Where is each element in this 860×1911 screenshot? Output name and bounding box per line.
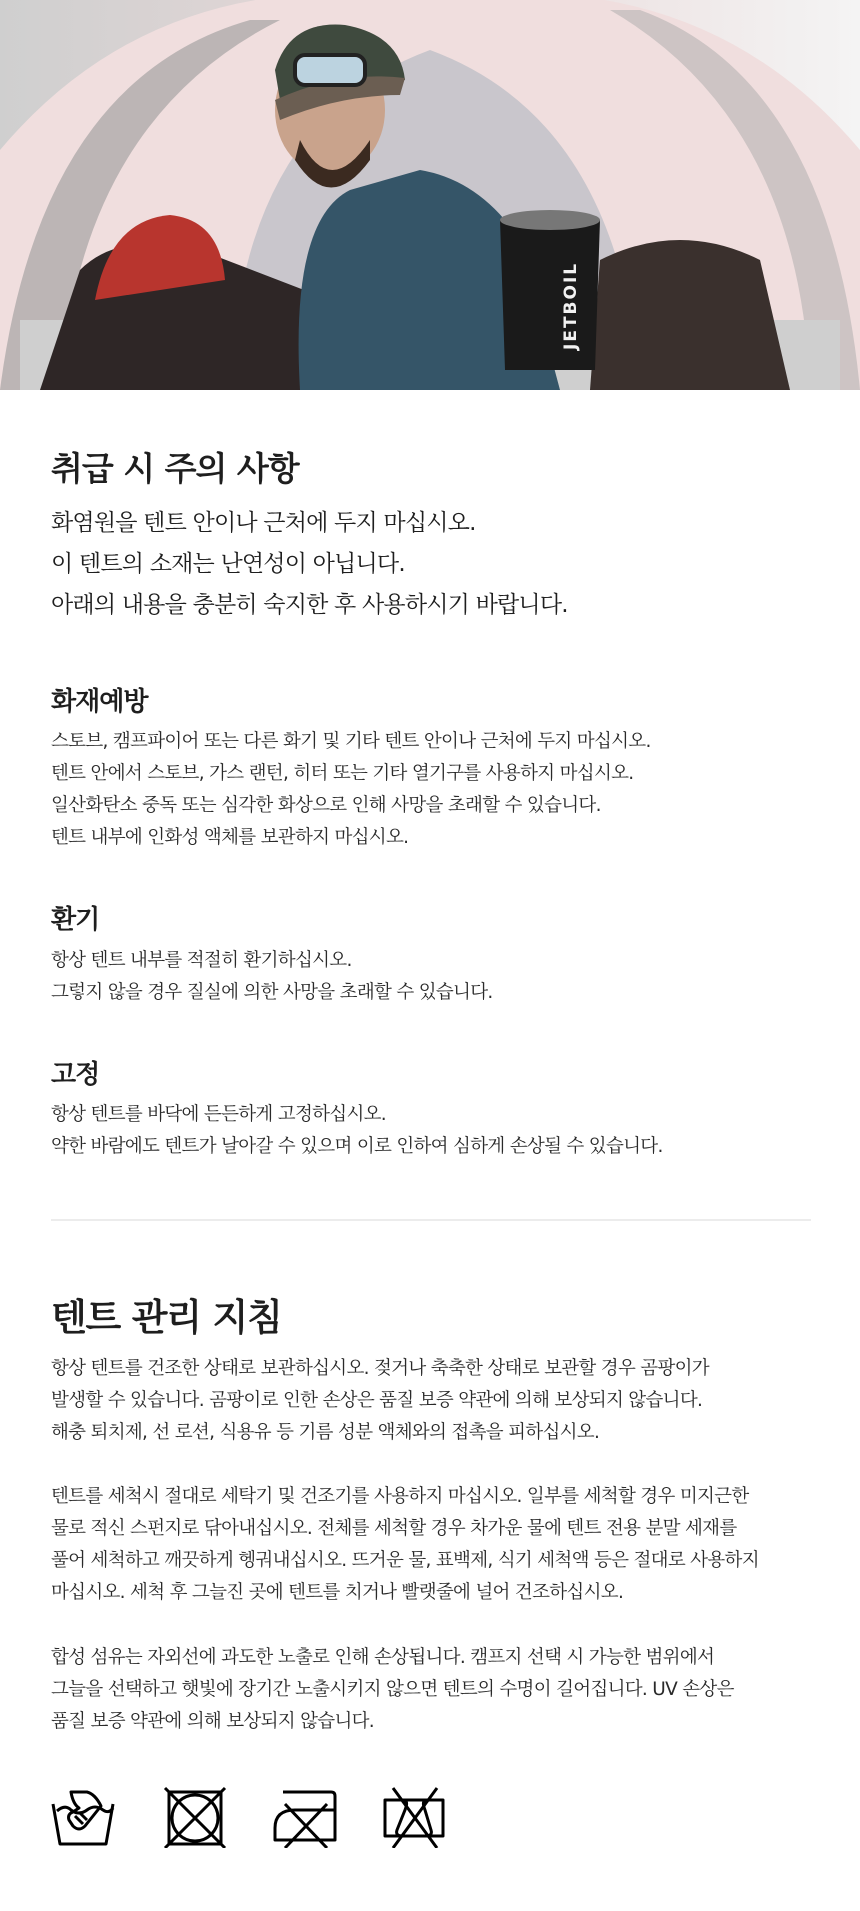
care-title: 텐트 관리 지침	[51, 1296, 282, 1339]
section-heading-ventilation: 환기	[51, 905, 100, 935]
caution-title: 취급 시 주의 사항	[51, 449, 299, 488]
do-not-wring-icon	[381, 1786, 447, 1848]
body-line: 마십시오. 세척 후 그늘진 곳에 텐트를 치거나 빨랫줄에 널어 건조하십시오.	[51, 1582, 624, 1603]
body-line: 물로 적신 스펀지로 닦아내십시오. 전체를 세척할 경우 차가운 물에 텐트 전용 분말 세재를	[51, 1518, 737, 1539]
intro-line: 아래의 내용을 충분히 숙지한 후 사용하시기 바랍니다.	[51, 592, 568, 618]
care-paragraph	[51, 1642, 734, 1738]
body-line: 스토브, 캠프파이어 또는 다른 화기 및 기타 텐트 안이나 근처에 두지 마십시오.	[51, 731, 651, 752]
body-line: 텐트 내부에 인화성 액체를 보관하지 마십시오.	[51, 827, 409, 848]
intro-line: 화염원을 텐트 안이나 근처에 두지 마십시오.	[51, 510, 476, 536]
care-symbols	[51, 1786, 447, 1848]
body-line: 텐트를 세척시 절대로 세탁기 및 건조기를 사용하지 마십시오. 일부를 세척할 경우 미지근한	[51, 1486, 749, 1507]
body-line: 합성 섬유는 자외선에 과도한 노출로 인해 손상됩니다. 캠프지 선택 시 가능한 범위에서	[51, 1647, 715, 1668]
stove	[500, 220, 600, 370]
body-line: 풀어 세척하고 깨끗하게 헹궈내십시오. 뜨거운 물, 표백제, 식기 세척액 등은 절대로 사용하지	[51, 1550, 759, 1571]
body-line: 약한 바람에도 텐트가 날아갈 수 있으며 이로 인하여 심하게 손상될 수 있습니다.	[51, 1136, 663, 1157]
body-line: 항상 텐트를 바닥에 든든하게 고정하십시오.	[51, 1104, 386, 1125]
body-line: 텐트 안에서 스토브, 가스 랜턴, 히터 또는 기타 열기구를 사용하지 마십시오.	[51, 763, 634, 784]
body-line: 그렇지 않을 경우 질실에 의한 사망을 초래할 수 있습니다.	[51, 982, 493, 1003]
divider	[51, 1219, 811, 1221]
do-not-iron-icon	[271, 1786, 337, 1848]
body-line: 해충 퇴치제, 선 로션, 식용유 등 기름 성분 액체와의 접촉을 피하십시오.	[51, 1422, 600, 1443]
body-line: 품질 보증 약관에 의해 보상되지 않습니다.	[51, 1711, 374, 1732]
body-line: 일산화탄소 중독 또는 심각한 화상으로 인해 사망을 초래할 수 있습니다.	[51, 795, 601, 816]
tent-interior-photo	[0, 0, 860, 390]
section-heading-fire: 화재예방	[51, 687, 148, 717]
section-body-anchoring	[51, 1099, 663, 1163]
intro-line: 이 텐트의 소재는 난연성이 아닙니다.	[51, 551, 405, 577]
hand-wash-icon	[51, 1786, 117, 1848]
body-line: 항상 텐트 내부를 적절히 환기하십시오.	[51, 950, 352, 971]
care-paragraph	[51, 1481, 759, 1609]
stove-brand-label: JETBOIL	[561, 261, 581, 350]
section-heading-anchoring: 고정	[51, 1060, 100, 1090]
section-body-fire	[51, 726, 651, 854]
body-line: 발생할 수 있습니다. 곰팡이로 인한 손상은 품질 보증 약관에 의해 보상되지 않습니다.	[51, 1390, 703, 1411]
do-not-tumble-dry-icon	[161, 1786, 227, 1848]
body-line: 그늘을 선택하고 햇빛에 장기간 노출시키지 않으면 텐트의 수명이 길어집니다. UV 손상은	[51, 1679, 734, 1700]
body-line: 항상 텐트를 건조한 상태로 보관하십시오. 젖거나 축축한 상태로 보관할 경우 곰팡이가	[51, 1358, 709, 1379]
caution-intro	[51, 503, 568, 626]
section-body-ventilation	[51, 945, 493, 1009]
hero-photo	[0, 0, 860, 390]
care-paragraph	[51, 1353, 709, 1449]
